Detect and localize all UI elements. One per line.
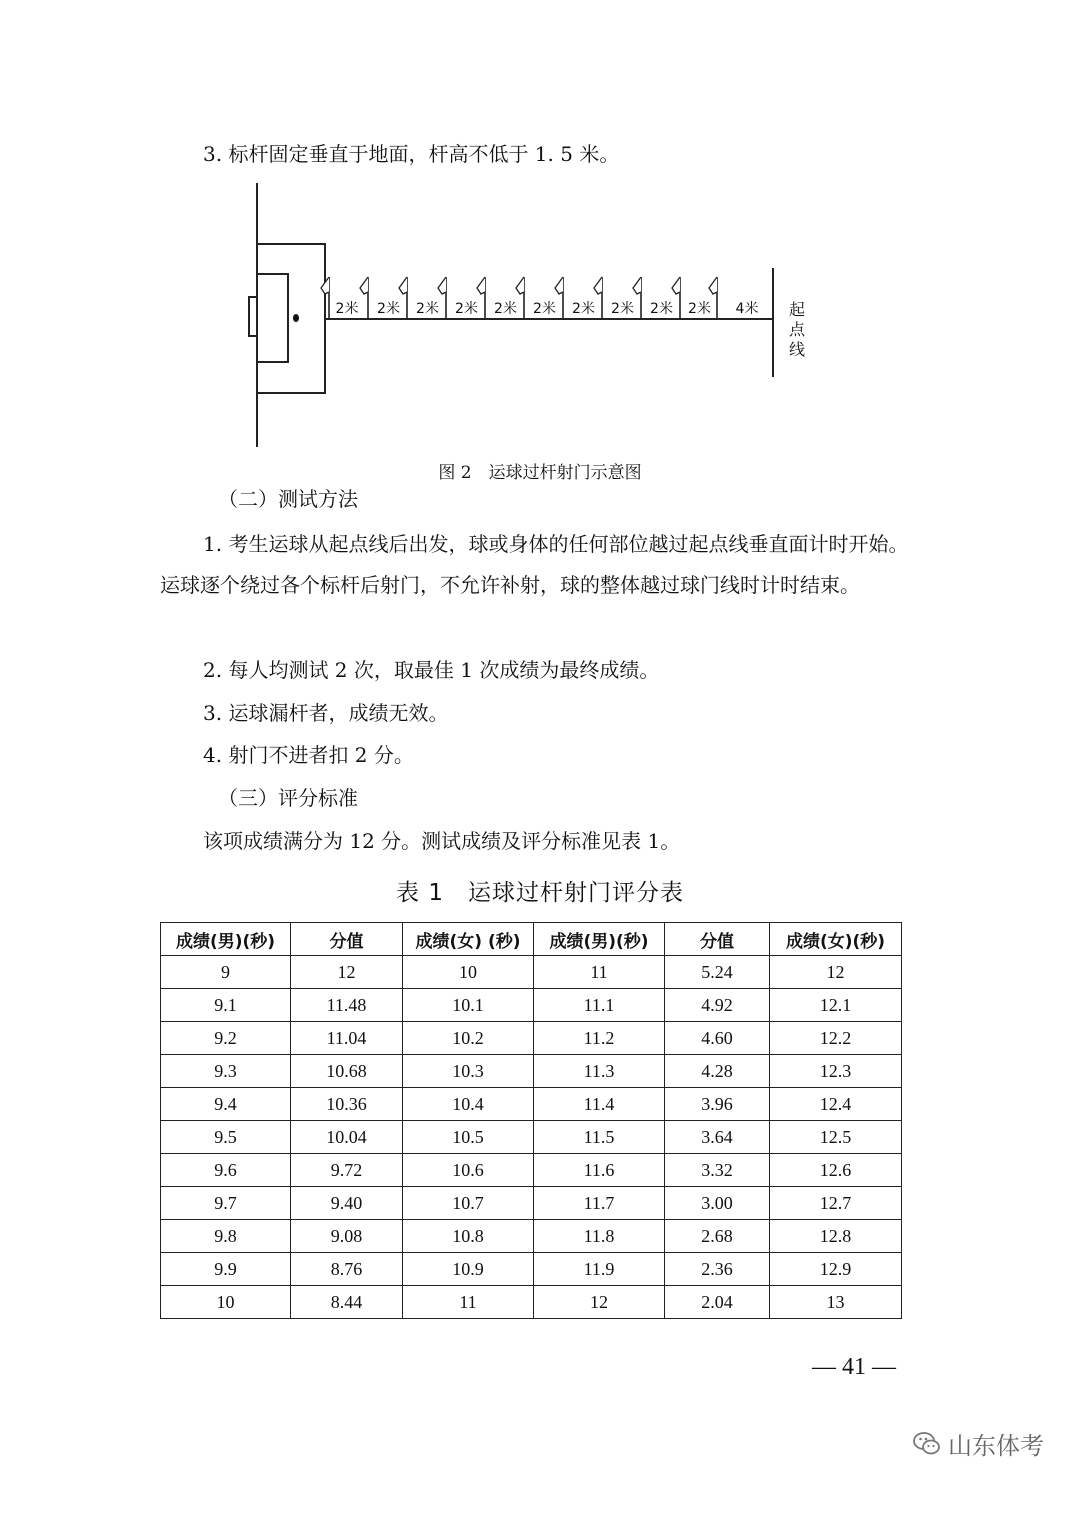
page-number: — 41 — — [812, 1354, 896, 1380]
interval-label: 4米 — [735, 301, 759, 317]
table-cell: 2.68 — [665, 1220, 770, 1253]
table-row — [161, 1121, 902, 1154]
interval-labels — [336, 300, 759, 317]
scoring-text: 该项成绩满分为 12 分。测试成绩及评分标准见表 1。 — [203, 829, 681, 853]
header-cell: 成绩(女) (秒) — [403, 923, 534, 956]
table-cell: 10.3 — [403, 1055, 534, 1088]
table-cell: 4.92 — [665, 989, 770, 1022]
table-row — [161, 1220, 902, 1253]
marker-pole — [360, 277, 368, 319]
table-row — [161, 1154, 902, 1187]
table-cell: 11.04 — [291, 1022, 403, 1055]
table-cell: 12.4 — [770, 1088, 902, 1121]
marker-pole — [438, 277, 446, 319]
interval-label: 2米 — [533, 301, 556, 317]
table-cell: 10.04 — [291, 1121, 403, 1154]
table-cell: 12 — [534, 1286, 665, 1319]
table-row — [161, 956, 902, 989]
table-cell: 12.2 — [770, 1022, 902, 1055]
table-cell: 9 — [161, 956, 291, 989]
table-cell: 12.7 — [770, 1187, 902, 1220]
table-header-row — [161, 923, 902, 956]
method-item-1: 1. 考生运球从起点线后出发，球或身体的任何部位越过起点线垂直面计时开始。运球逐个绕过各个标杆后射门，不允许补射，球的整体越过球门线时计时结束。 — [160, 532, 909, 597]
interval-label: 2米 — [416, 301, 439, 317]
intro-item-3: 3. 标杆固定垂直于地面，杆高不低于 1. 5 米。 — [203, 142, 620, 166]
start-line-char: 线 — [788, 340, 806, 359]
table-cell: 9.08 — [291, 1220, 403, 1253]
watermark — [912, 1426, 1044, 1461]
header-cell: 成绩(男)(秒) — [534, 923, 665, 956]
marker-pole — [477, 277, 485, 319]
table-cell: 11 — [403, 1286, 534, 1319]
table-cell: 2.04 — [665, 1286, 770, 1319]
table-cell: 10.9 — [403, 1253, 534, 1286]
table-cell: 12.6 — [770, 1154, 902, 1187]
header-cell: 成绩(男)(秒) — [161, 923, 291, 956]
table-cell: 9.9 — [161, 1253, 291, 1286]
ball-spot — [293, 314, 299, 322]
table-cell: 10 — [403, 956, 534, 989]
table-cell: 11.5 — [534, 1121, 665, 1154]
table-cell: 11.9 — [534, 1253, 665, 1286]
interval-label: 2米 — [335, 301, 359, 317]
scoring-heading: （三）评分标准 — [218, 786, 358, 810]
table-cell: 9.1 — [161, 989, 291, 1022]
table-cell: 4.28 — [665, 1055, 770, 1088]
table-cell: 9.7 — [161, 1187, 291, 1220]
method-heading: （二）测试方法 — [218, 487, 358, 511]
table-row — [161, 1055, 902, 1088]
table-title: 表 1 运球过杆射门评分表 — [396, 880, 684, 906]
marker-pole — [594, 277, 602, 319]
figure-caption: 图 2 运球过杆射门示意图 — [438, 463, 642, 483]
table-cell: 10.1 — [403, 989, 534, 1022]
dribble-course-diagram — [0, 0, 1080, 460]
marker-pole — [516, 277, 524, 319]
method-item-2: 2. 每人均测试 2 次，取最佳 1 次成绩为最终成绩。 — [203, 658, 660, 682]
wechat-icon — [912, 1430, 942, 1458]
table-cell: 11.48 — [291, 989, 403, 1022]
watermark-text: 山东体考 — [948, 1432, 1044, 1460]
interval-label: 2米 — [455, 301, 478, 317]
table-cell: 9.72 — [291, 1154, 403, 1187]
interval-label: 2米 — [572, 301, 595, 317]
table-cell: 9.2 — [161, 1022, 291, 1055]
table-cell: 10.5 — [403, 1121, 534, 1154]
table-cell: 12.9 — [770, 1253, 902, 1286]
table-cell: 10.36 — [291, 1088, 403, 1121]
penalty-area — [257, 244, 325, 393]
table-cell: 8.44 — [291, 1286, 403, 1319]
table-cell: 9.8 — [161, 1220, 291, 1253]
table-cell: 12 — [291, 956, 403, 989]
interval-label: 2米 — [650, 301, 673, 317]
table-cell: 11.2 — [534, 1022, 665, 1055]
table-cell: 9.6 — [161, 1154, 291, 1187]
score-table — [160, 922, 902, 1319]
table-cell: 10.6 — [403, 1154, 534, 1187]
table-cell: 8.76 — [291, 1253, 403, 1286]
table-row — [161, 1187, 902, 1220]
table-cell: 13 — [770, 1286, 902, 1319]
interval-label: 2米 — [377, 301, 400, 317]
table-cell: 11.6 — [534, 1154, 665, 1187]
table-cell: 10 — [161, 1286, 291, 1319]
interval-label: 2米 — [494, 301, 517, 317]
table-cell: 12.5 — [770, 1121, 902, 1154]
table-cell: 9.3 — [161, 1055, 291, 1088]
header-cell: 分值 — [291, 923, 403, 956]
method-item-3: 3. 运球漏杆者，成绩无效。 — [203, 701, 449, 725]
table-cell: 9.5 — [161, 1121, 291, 1154]
start-line-char: 点 — [788, 320, 806, 339]
method-item-4: 4. 射门不进者扣 2 分。 — [203, 743, 414, 767]
table-cell: 10.68 — [291, 1055, 403, 1088]
table-row — [161, 1022, 902, 1055]
table-cell: 11.4 — [534, 1088, 665, 1121]
table-cell: 5.24 — [665, 956, 770, 989]
table-cell: 3.00 — [665, 1187, 770, 1220]
table-cell: 11.8 — [534, 1220, 665, 1253]
marker-pole — [399, 277, 407, 319]
table-row — [161, 1253, 902, 1286]
table-cell: 3.32 — [665, 1154, 770, 1187]
start-line-label — [789, 300, 806, 359]
table-cell: 2.36 — [665, 1253, 770, 1286]
marker-pole — [633, 277, 641, 319]
table-cell: 9.4 — [161, 1088, 291, 1121]
interval-label: 2米 — [611, 301, 634, 317]
table-cell: 10.2 — [403, 1022, 534, 1055]
table-row — [161, 1088, 902, 1121]
interval-label: 2米 — [688, 301, 711, 317]
goal — [249, 297, 257, 336]
table-cell: 10.8 — [403, 1220, 534, 1253]
table-cell: 4.60 — [665, 1022, 770, 1055]
table-cell: 10.7 — [403, 1187, 534, 1220]
table-row — [161, 1286, 902, 1319]
goal-area — [257, 274, 288, 362]
table-cell: 12.3 — [770, 1055, 902, 1088]
header-cell: 成绩(女)(秒) — [770, 923, 902, 956]
table-cell: 10.4 — [403, 1088, 534, 1121]
header-cell: 分值 — [665, 923, 770, 956]
marker-pole — [672, 277, 680, 319]
table-cell: 11.7 — [534, 1187, 665, 1220]
table-cell: 9.40 — [291, 1187, 403, 1220]
start-line-char: 起 — [788, 300, 806, 319]
table-cell: 11 — [534, 956, 665, 989]
table-cell: 12.1 — [770, 989, 902, 1022]
table-cell: 3.64 — [665, 1121, 770, 1154]
table-cell: 3.96 — [665, 1088, 770, 1121]
marker-pole — [555, 277, 563, 319]
table-cell: 12 — [770, 956, 902, 989]
table-cell: 11.1 — [534, 989, 665, 1022]
table-cell: 12.8 — [770, 1220, 902, 1253]
table-row — [161, 989, 902, 1022]
table-cell: 11.3 — [534, 1055, 665, 1088]
